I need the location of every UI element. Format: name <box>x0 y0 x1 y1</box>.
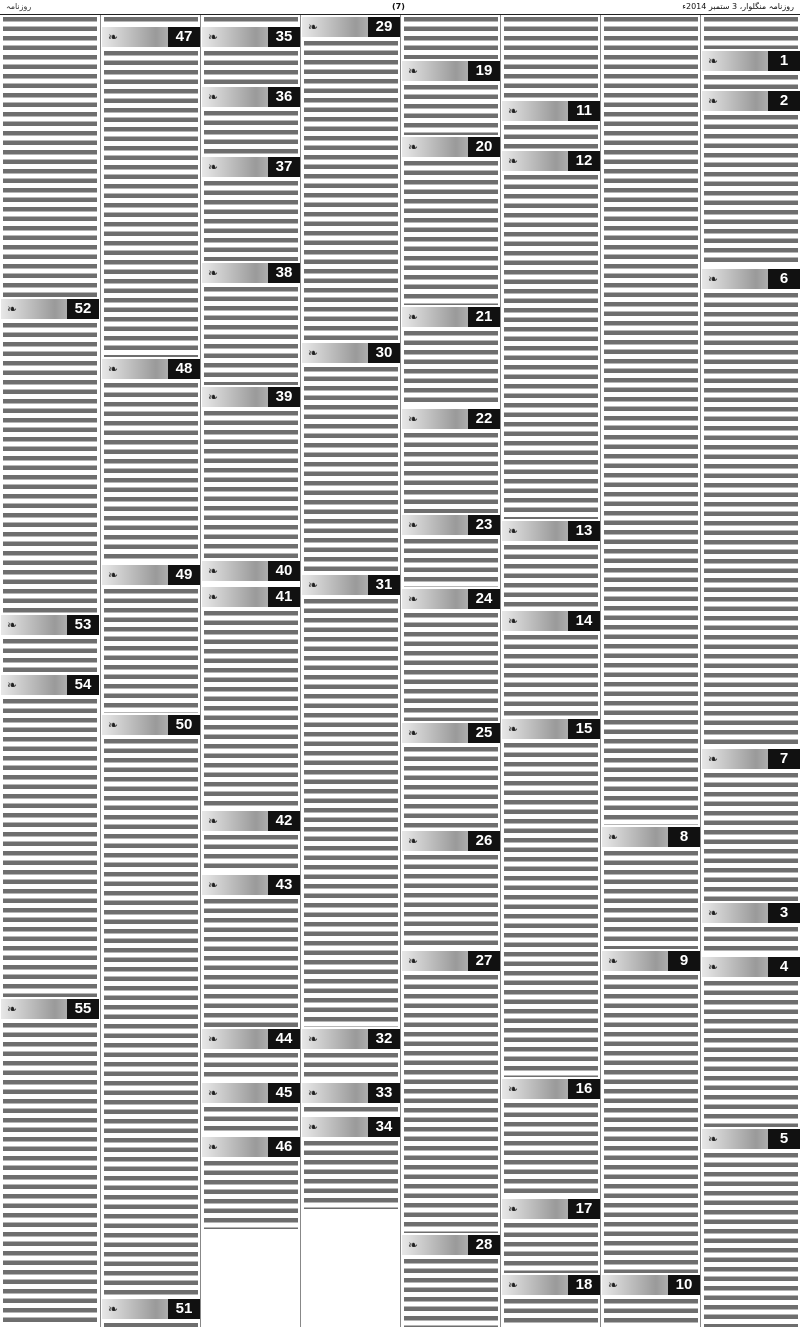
article-number-bar <box>102 359 200 379</box>
article-number: 15 <box>568 719 600 739</box>
article-number-bar <box>402 723 500 743</box>
article-text <box>404 329 498 407</box>
article-text <box>304 39 398 341</box>
article-text <box>704 113 798 267</box>
leaf-icon: ❧ <box>508 614 519 628</box>
leaf-icon: ❧ <box>508 1202 519 1216</box>
article-number-bar <box>702 269 800 289</box>
article <box>501 101 601 149</box>
article-number-bar <box>602 1275 700 1295</box>
article-number: 49 <box>168 565 200 585</box>
article-text <box>604 15 698 825</box>
article-number: 29 <box>368 17 400 37</box>
article <box>0 299 100 613</box>
article-number: 34 <box>368 1117 400 1137</box>
article <box>0 675 100 997</box>
article-number-bar <box>602 827 700 847</box>
article-text <box>404 83 498 135</box>
article-number: 5 <box>768 1129 800 1149</box>
leaf-icon: ❧ <box>7 678 18 692</box>
article <box>0 999 100 1327</box>
article-number: 53 <box>67 615 99 635</box>
article-number: 55 <box>67 999 99 1019</box>
article-number-bar <box>1 675 99 695</box>
article-text <box>104 587 198 713</box>
leaf-icon: ❧ <box>308 20 319 34</box>
article-text <box>404 1257 498 1327</box>
article <box>501 611 601 717</box>
article-number: 42 <box>268 811 300 831</box>
article <box>301 1083 401 1115</box>
leaf-icon: ❧ <box>408 310 419 324</box>
leaf-icon: ❧ <box>408 140 419 154</box>
leaf-icon: ❧ <box>208 564 219 578</box>
article-number: 47 <box>168 27 200 47</box>
article-number: 16 <box>568 1079 600 1099</box>
article <box>101 359 201 563</box>
article <box>101 715 201 1297</box>
article <box>401 137 501 305</box>
leaf-icon: ❧ <box>608 954 619 968</box>
article-number-bar <box>202 157 300 177</box>
article-text <box>204 15 298 25</box>
article-text <box>204 833 298 873</box>
article <box>401 723 501 829</box>
article <box>401 515 501 587</box>
column-3 <box>500 15 601 1327</box>
article-number-bar <box>502 611 600 631</box>
leaf-icon: ❧ <box>508 104 519 118</box>
article-number: 4 <box>768 957 800 977</box>
column-8 <box>0 15 100 1327</box>
article-number: 24 <box>468 589 500 609</box>
article-number-bar <box>402 307 500 327</box>
article-text <box>704 979 798 1127</box>
article-number-bar <box>202 263 300 283</box>
article <box>301 1117 401 1209</box>
column-2 <box>600 15 701 1327</box>
leaf-icon: ❧ <box>108 568 119 582</box>
article-number-bar <box>202 87 300 107</box>
article-number: 32 <box>368 1029 400 1049</box>
article <box>101 27 201 357</box>
article-number-bar <box>102 1299 200 1319</box>
article <box>201 387 301 559</box>
column-7 <box>100 15 201 1327</box>
article-text <box>404 431 498 513</box>
article-number-bar <box>702 1129 800 1149</box>
leaf-icon: ❧ <box>708 94 719 108</box>
article-text <box>3 15 97 297</box>
article-number-bar <box>502 719 600 739</box>
article-text <box>404 973 498 1233</box>
article-number-bar <box>402 137 500 157</box>
leaf-icon: ❧ <box>108 30 119 44</box>
article-number-bar <box>202 587 300 607</box>
leaf-icon: ❧ <box>708 906 719 920</box>
article-number: 14 <box>568 611 600 631</box>
article-text <box>104 381 198 563</box>
article-number-bar <box>102 27 200 47</box>
article-text <box>204 583 298 585</box>
leaf-icon: ❧ <box>708 54 719 68</box>
article-number: 41 <box>268 587 300 607</box>
article-number: 12 <box>568 151 600 171</box>
article-number: 36 <box>268 87 300 107</box>
leaf-icon: ❧ <box>7 302 18 316</box>
leaf-icon: ❧ <box>408 518 419 532</box>
newspaper-sheet <box>0 15 800 1327</box>
article <box>401 951 501 1233</box>
article-text <box>504 741 598 1077</box>
article-number-bar <box>502 1275 600 1295</box>
article-number-bar <box>402 831 500 851</box>
article-number: 37 <box>268 157 300 177</box>
article <box>401 61 501 135</box>
article-number: 39 <box>268 387 300 407</box>
article-number: 7 <box>768 749 800 769</box>
article-number: 11 <box>568 101 600 121</box>
leaf-icon: ❧ <box>308 1120 319 1134</box>
article-text <box>3 321 97 613</box>
article-number-bar <box>302 1083 400 1103</box>
leaf-icon: ❧ <box>208 878 219 892</box>
article-text <box>104 49 198 357</box>
article-number-bar <box>302 17 400 37</box>
article-number: 28 <box>468 1235 500 1255</box>
article-text <box>704 925 798 955</box>
article-number: 52 <box>67 299 99 319</box>
article-text <box>204 1051 298 1081</box>
leaf-icon: ❧ <box>7 1002 18 1016</box>
article-text <box>204 1105 298 1135</box>
article-text <box>204 897 298 1027</box>
article-text <box>404 537 498 587</box>
article-text <box>504 173 598 519</box>
article <box>401 409 501 513</box>
article-number-bar <box>302 343 400 363</box>
article-number-bar <box>1 999 99 1019</box>
leaf-icon: ❧ <box>708 960 719 974</box>
leaf-icon: ❧ <box>408 834 419 848</box>
page-header <box>0 0 800 15</box>
article <box>601 1275 701 1327</box>
article-text <box>3 637 97 673</box>
article-number-bar <box>502 521 600 541</box>
article <box>701 957 800 1127</box>
article-number-bar <box>502 151 600 171</box>
leaf-icon: ❧ <box>208 814 219 828</box>
article-number: 48 <box>168 359 200 379</box>
article <box>201 587 301 809</box>
article-number: 3 <box>768 903 800 923</box>
article-text <box>404 611 498 721</box>
article-number-bar <box>402 61 500 81</box>
article <box>201 157 301 261</box>
article-number: 9 <box>668 951 700 971</box>
article-text <box>104 15 198 25</box>
article <box>201 1137 301 1229</box>
article-number: 23 <box>468 515 500 535</box>
leaf-icon: ❧ <box>208 1032 219 1046</box>
leaf-icon: ❧ <box>408 412 419 426</box>
article <box>701 51 800 89</box>
article <box>401 307 501 407</box>
article-number-bar <box>202 1029 300 1049</box>
article-text <box>204 1159 298 1229</box>
article-text <box>704 73 798 89</box>
article <box>401 589 501 721</box>
article <box>501 1275 601 1327</box>
article <box>401 1235 501 1327</box>
leaf-icon: ❧ <box>608 1278 619 1292</box>
article-text <box>304 1105 398 1115</box>
leaf-icon: ❧ <box>708 752 719 766</box>
leaf-icon: ❧ <box>308 346 319 360</box>
article-number-bar <box>402 409 500 429</box>
article <box>201 875 301 1027</box>
article-text <box>404 159 498 305</box>
article-text <box>104 737 198 1297</box>
article <box>701 749 800 901</box>
article-number-bar <box>202 875 300 895</box>
article-number-bar <box>702 51 800 71</box>
article <box>701 269 800 747</box>
article-number-bar <box>202 387 300 407</box>
article-text <box>504 543 598 609</box>
article <box>501 1199 601 1273</box>
article-text <box>204 609 298 809</box>
article <box>301 1029 401 1081</box>
column-5 <box>300 15 401 1327</box>
leaf-icon: ❧ <box>108 718 119 732</box>
article-number-bar <box>1 299 99 319</box>
article-text <box>204 179 298 261</box>
article <box>301 343 401 573</box>
article-text <box>3 1021 97 1327</box>
leaf-icon: ❧ <box>508 1278 519 1292</box>
article-number-bar <box>502 101 600 121</box>
article-text <box>704 1151 798 1327</box>
leaf-icon: ❧ <box>408 64 419 78</box>
article <box>501 521 601 609</box>
article-number-bar <box>202 1137 300 1157</box>
article-number-bar <box>702 957 800 977</box>
article-number-bar <box>702 91 800 111</box>
article-number-bar <box>402 951 500 971</box>
article-number-bar <box>602 951 700 971</box>
article-number: 27 <box>468 951 500 971</box>
article-text <box>404 745 498 829</box>
article-number: 30 <box>368 343 400 363</box>
article-number: 22 <box>468 409 500 429</box>
article-text <box>704 771 798 901</box>
article-text <box>504 1297 598 1327</box>
leaf-icon: ❧ <box>208 266 219 280</box>
article-text <box>604 973 698 1273</box>
article-number-bar <box>202 27 300 47</box>
article-number: 20 <box>468 137 500 157</box>
leaf-icon: ❧ <box>208 390 219 404</box>
column-4 <box>400 15 501 1327</box>
article-number: 8 <box>668 827 700 847</box>
article-number-bar <box>1 615 99 635</box>
article-number: 1 <box>768 51 800 71</box>
article <box>201 1083 301 1135</box>
article-number: 40 <box>268 561 300 581</box>
article-number: 38 <box>268 263 300 283</box>
page-number: (7) <box>392 2 405 11</box>
article-number: 17 <box>568 1199 600 1219</box>
article-text <box>304 365 398 573</box>
leaf-icon: ❧ <box>308 1086 319 1100</box>
leaf-icon: ❧ <box>408 726 419 740</box>
article <box>601 827 701 949</box>
article <box>101 565 201 713</box>
article-text <box>304 597 398 1027</box>
article-number-bar <box>202 561 300 581</box>
article-number: 31 <box>368 575 400 595</box>
article-text <box>204 285 298 385</box>
article <box>201 561 301 585</box>
article-number: 45 <box>268 1083 300 1103</box>
article-number: 2 <box>768 91 800 111</box>
article-number: 33 <box>368 1083 400 1103</box>
leaf-icon: ❧ <box>208 30 219 44</box>
leaf-icon: ❧ <box>208 1086 219 1100</box>
leaf-icon: ❧ <box>308 1032 319 1046</box>
article-number-bar <box>302 575 400 595</box>
article-number: 6 <box>768 269 800 289</box>
article-text <box>604 1297 698 1327</box>
article-text <box>604 849 698 949</box>
article-text <box>504 1221 598 1273</box>
leaf-icon: ❧ <box>508 722 519 736</box>
leaf-icon: ❧ <box>508 154 519 168</box>
leaf-icon: ❧ <box>508 524 519 538</box>
article <box>201 263 301 385</box>
column-6 <box>200 15 301 1327</box>
article <box>201 811 301 873</box>
leaf-icon: ❧ <box>608 830 619 844</box>
article <box>301 575 401 1027</box>
leaf-icon: ❧ <box>408 1238 419 1252</box>
article-number: 21 <box>468 307 500 327</box>
article-number-bar <box>402 589 500 609</box>
article-text <box>704 291 798 747</box>
article <box>201 87 301 155</box>
leaf-icon: ❧ <box>408 592 419 606</box>
article-number-bar <box>402 515 500 535</box>
article-number-bar <box>502 1079 600 1099</box>
article-number: 35 <box>268 27 300 47</box>
article <box>701 903 800 955</box>
article <box>501 719 601 1077</box>
article-text <box>504 15 598 99</box>
leaf-icon: ❧ <box>108 362 119 376</box>
article <box>701 91 800 267</box>
article-number-bar <box>302 1029 400 1049</box>
article-number: 26 <box>468 831 500 851</box>
leaf-icon: ❧ <box>708 1132 719 1146</box>
article-text <box>304 1139 398 1209</box>
article-number: 50 <box>168 715 200 735</box>
article-number-bar <box>702 749 800 769</box>
article-text <box>3 697 97 997</box>
leaf-icon: ❧ <box>508 1082 519 1096</box>
article-number: 54 <box>67 675 99 695</box>
article-number-bar <box>102 715 200 735</box>
leaf-icon: ❧ <box>208 590 219 604</box>
article <box>501 1079 601 1197</box>
article-number: 44 <box>268 1029 300 1049</box>
article-number: 46 <box>268 1137 300 1157</box>
article-number-bar <box>202 1083 300 1103</box>
newspaper-name: روزنامہ <box>6 2 32 11</box>
article-number: 51 <box>168 1299 200 1319</box>
article-number-bar <box>502 1199 600 1219</box>
article-text <box>304 1051 398 1081</box>
article-text <box>404 853 498 949</box>
article <box>701 1129 800 1327</box>
article-text <box>104 1321 198 1327</box>
article-text <box>704 15 798 49</box>
article <box>201 27 301 85</box>
article-text <box>504 633 598 717</box>
article-number-bar <box>302 1117 400 1137</box>
article <box>101 1299 201 1327</box>
article-number: 13 <box>568 521 600 541</box>
article-number: 10 <box>668 1275 700 1295</box>
leaf-icon: ❧ <box>408 954 419 968</box>
column-1 <box>700 15 800 1327</box>
leaf-icon: ❧ <box>708 272 719 286</box>
article-text <box>204 49 298 85</box>
article-number-bar <box>202 811 300 831</box>
issue-date: روزنامہ منگلوار، 3 ستمبر 2014ء <box>682 2 794 11</box>
article-number: 19 <box>468 61 500 81</box>
leaf-icon: ❧ <box>208 160 219 174</box>
article-text <box>404 15 498 59</box>
article-text <box>204 409 298 559</box>
article-number-bar <box>102 565 200 585</box>
article <box>0 615 100 673</box>
article <box>601 951 701 1273</box>
leaf-icon: ❧ <box>208 1140 219 1154</box>
article-number: 18 <box>568 1275 600 1295</box>
article <box>501 151 601 519</box>
article-text <box>204 109 298 155</box>
article-text <box>504 123 598 149</box>
article <box>201 1029 301 1081</box>
article-number: 43 <box>268 875 300 895</box>
article <box>401 831 501 949</box>
article-number-bar <box>402 1235 500 1255</box>
article-number: 25 <box>468 723 500 743</box>
leaf-icon: ❧ <box>208 90 219 104</box>
article-text <box>504 1101 598 1197</box>
leaf-icon: ❧ <box>108 1302 119 1316</box>
article <box>301 17 401 341</box>
article-number-bar <box>702 903 800 923</box>
leaf-icon: ❧ <box>308 578 319 592</box>
leaf-icon: ❧ <box>7 618 18 632</box>
